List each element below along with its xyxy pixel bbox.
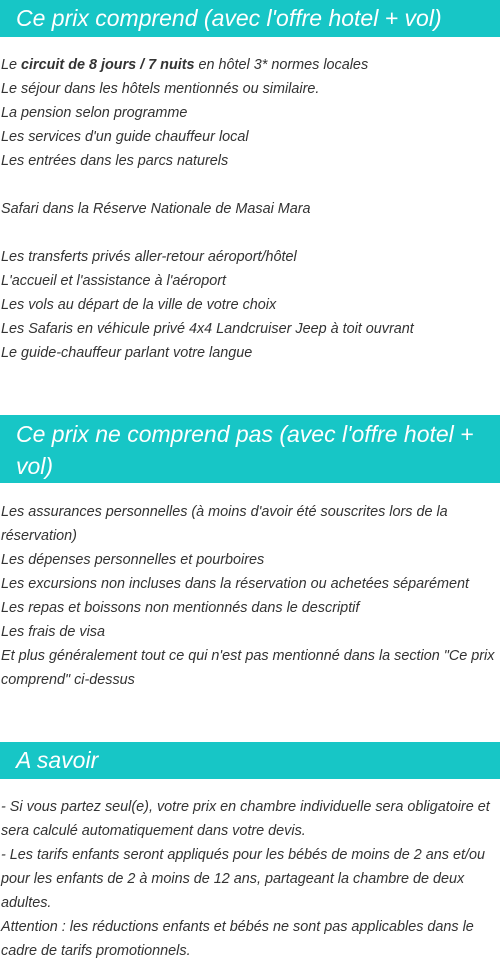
info-list xyxy=(0,795,500,963)
included-item: Safari dans la Réserve Nationale de Masai Mara xyxy=(1,201,311,217)
included-list xyxy=(0,53,500,365)
included-item-bold: circuit de 8 jours / 7 nuits xyxy=(21,57,195,73)
excluded-item: Les frais de visa xyxy=(1,624,105,640)
excluded-item: Les dépenses personnelles et pourboires xyxy=(1,552,265,568)
included-section-title: Ce prix comprend (avec l'offre hotel + vol) xyxy=(16,5,442,31)
info-item: - Les tarifs enfants seront appliqués pour les bébés de moins de 2 ans et/ou pour les enfants de 2 à moins de 12 ans, partageant la chambre de deux adultes. xyxy=(1,847,485,911)
included-item: Le guide-chauffeur parlant votre langue xyxy=(1,345,253,361)
included-item: Les Safaris en véhicule privé 4x4 Landcruiser Jeep à toit ouvrant xyxy=(1,321,414,337)
excluded-item: Et plus généralement tout ce qui n'est pas mentionné dans la section "Ce prix comprend" ci-dessus xyxy=(1,648,495,688)
included-item-suffix: en hôtel 3* normes locales xyxy=(194,57,369,73)
info-item: - Si vous partez seul(e), votre prix en chambre individuelle sera obligatoire et sera calculé automatiquement dans votre devis. xyxy=(1,799,490,839)
excluded-section-header xyxy=(0,415,500,483)
included-section-header xyxy=(0,0,500,37)
included-item xyxy=(1,53,500,77)
info-section-title: A savoir xyxy=(16,747,99,773)
included-item: Le séjour dans les hôtels mentionnés ou similaire. xyxy=(1,81,320,97)
included-item: Les vols au départ de la ville de votre choix xyxy=(1,297,277,313)
excluded-item: Les assurances personnelles (à moins d'avoir été souscrites lors de la réservation) xyxy=(1,504,448,544)
included-item: L'accueil et l'assistance à l'aéroport xyxy=(1,273,227,289)
excluded-list xyxy=(0,500,500,692)
info-section-header xyxy=(0,742,500,779)
excluded-section-title: Ce prix ne comprend pas (avec l'offre hotel + vol) xyxy=(16,421,474,479)
included-item: Les services d'un guide chauffeur local xyxy=(1,129,249,145)
included-item: Les transferts privés aller-retour aéroport/hôtel xyxy=(1,249,297,265)
excluded-item: Les excursions non incluses dans la réservation ou achetées séparément xyxy=(1,576,469,592)
info-item: Attention : les réductions enfants et bébés ne sont pas applicables dans le cadre de tarifs promotionnels. xyxy=(1,919,474,959)
excluded-item: Les repas et boissons non mentionnés dans le descriptif xyxy=(1,600,360,616)
included-item: Les entrées dans les parcs naturels xyxy=(1,153,229,169)
included-item: La pension selon programme xyxy=(1,105,188,121)
included-item-prefix: Le xyxy=(1,57,22,73)
